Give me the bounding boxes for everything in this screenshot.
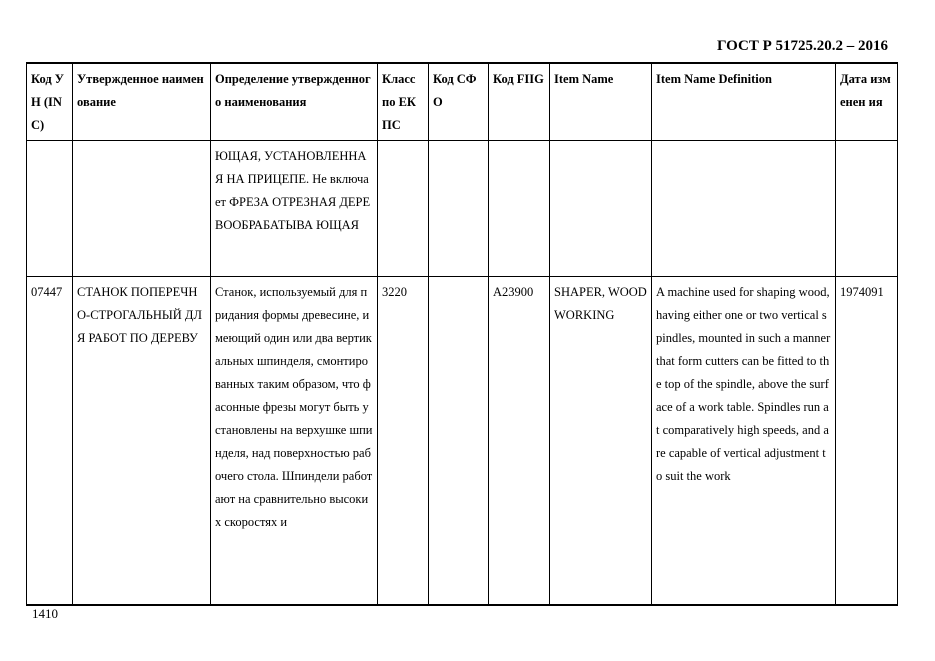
cell-sfo-code — [429, 141, 489, 277]
cell-fiig-code — [489, 141, 550, 277]
cell-item-name — [550, 141, 652, 277]
cell-item-definition: A machine used for shaping wood, having either one or two vertical spindles, mounted in such a manner that form cutters can be fitted to the top of the spindle, above the surface of a work table. Spindles run at comparatively high speeds, and are capable of vertical adjustment to suit the work — [652, 277, 836, 605]
cell-approved-name: СТАНОК ПОПЕРЕЧНО-СТРОГАЛЬНЫЙ ДЛЯ РАБОТ ПО ДЕРЕВУ — [73, 277, 211, 605]
page-number: 1410 — [32, 606, 58, 621]
table-header-row — [27, 63, 898, 141]
table-row — [27, 277, 898, 605]
header-fiig-code: Код FIIG — [489, 63, 550, 141]
nomenclature-table — [26, 62, 898, 606]
header-definition: Определение утвержденного наименования — [211, 63, 378, 141]
header-change-date: Дата изменен ия — [836, 63, 898, 141]
header-item-definition: Item Name Definition — [652, 63, 836, 141]
cell-approved-name — [73, 141, 211, 277]
cell-inc: 07447 — [27, 277, 73, 605]
header-item-name: Item Name — [550, 63, 652, 141]
cell-sfo-code — [429, 277, 489, 605]
cell-definition: ЮЩАЯ, УСТАНОВЛЕННАЯ НА ПРИЦЕПЕ. Не включает ФРЕЗА ОТРЕЗНАЯ ДЕРЕВООБРАБАТЫВА ЮЩАЯ — [211, 141, 378, 277]
cell-definition: Станок, используемый для придания формы древесине, имеющий один или два вертикальных шпинделя, смонтированных таким образом, что фасонные фрезы могут быть установлены на верхушке шпинделя, над поверхностью рабочего стола. Шпиндели работают на сравнительно высоких скоростях и — [211, 277, 378, 605]
header-approved-name: Утвержденное наименование — [73, 63, 211, 141]
cell-item-definition — [652, 141, 836, 277]
cell-change-date: 1974091 — [836, 277, 898, 605]
cell-fiig-code: A23900 — [489, 277, 550, 605]
header-sfo-code: Код СФО — [429, 63, 489, 141]
header-inc: Код УН (INC) — [27, 63, 73, 141]
cell-inc — [27, 141, 73, 277]
cell-ekps-class: 3220 — [378, 277, 429, 605]
cell-ekps-class — [378, 141, 429, 277]
table-row — [27, 141, 898, 277]
cell-change-date — [836, 141, 898, 277]
cell-item-name: SHAPER, WOODWORKING — [550, 277, 652, 605]
header-ekps-class: Класс по ЕКПС — [378, 63, 429, 141]
document-standard-number: ГОСТ Р 51725.20.2 – 2016 — [716, 38, 888, 54]
